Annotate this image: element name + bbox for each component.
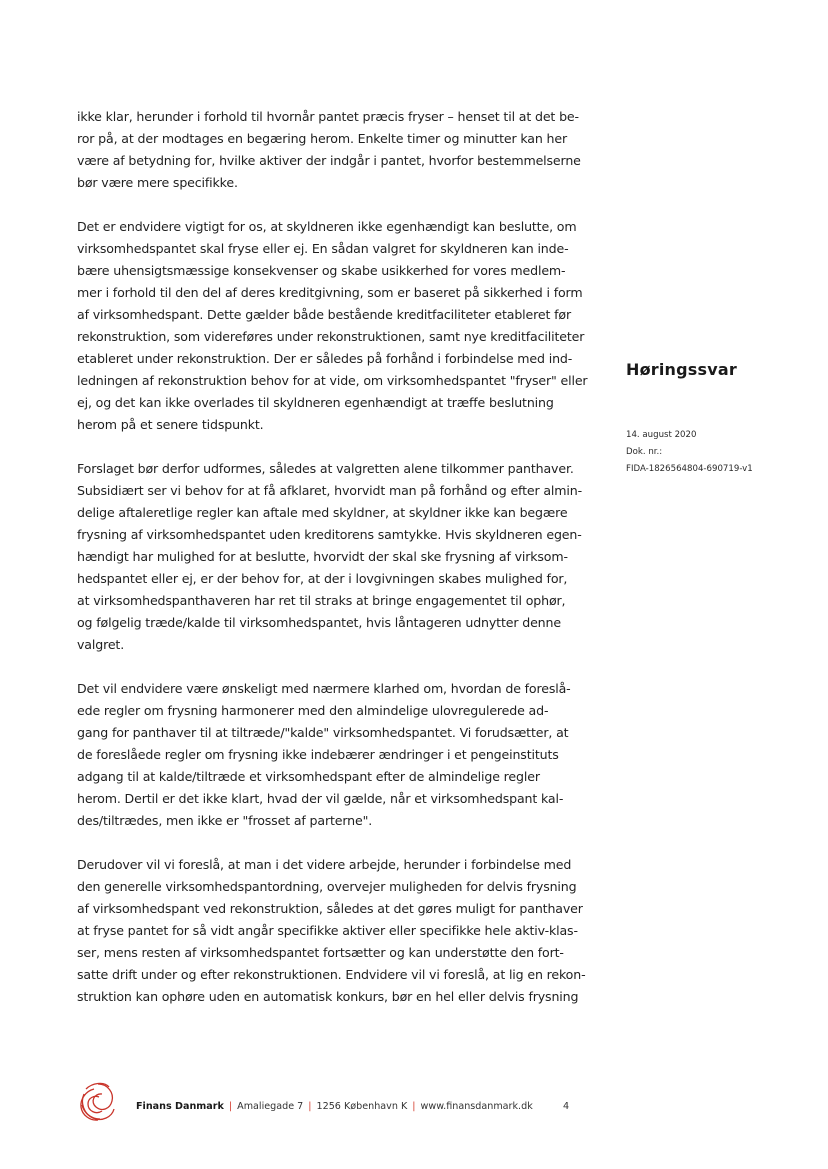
text-line: af virksomhedspant. Dette gælder både bestående kreditfaciliteter etableret før [77, 307, 571, 322]
text-line: af virksomhedspant ved rekonstruktion, således at det gøres muligt for panthaver [77, 901, 583, 916]
text-line: bære uhensigtsmæssige konsekvenser og skabe usikkerhed for vores medlem- [77, 263, 566, 278]
paragraph-2 [77, 216, 588, 436]
text-line: herom på et senere tidspunkt. [77, 417, 264, 432]
text-line: mer i forhold til den del af deres kreditgivning, som er baseret på sikkerhed i form [77, 285, 583, 300]
text-line: virksomhedspantet skal fryse eller ej. En sådan valgret for skyldneren kan inde- [77, 241, 569, 256]
text-line: gang for panthaver til at tiltræde/"kalde" virksomhedspantet. Vi forudsætter, at [77, 725, 569, 740]
text-line: de foreslåede regler om frysning ikke indebærer ændringer i et pengeinstituts [77, 747, 559, 762]
text-line: at fryse pantet for så vidt angår specifikke aktiver eller specifikke hele aktiv-klas- [77, 923, 578, 938]
text-line: være af betydning for, hvilke aktiver der indgår i pantet, hvorfor bestemmelserne [77, 153, 581, 168]
text-line: hedspantet eller ej, er der behov for, at der i lovgivningen skabes mulighed for, [77, 571, 568, 586]
text-line: herom. Dertil er det ikke klart, hvad der vil gælde, når et virksomhedspant kal- [77, 791, 564, 806]
footer-city: 1256 København K [316, 1101, 408, 1112]
text-line: delige aftaleretlige regler kan aftale med skyldner, at skyldner ikke kan begære [77, 505, 568, 520]
document-number: FIDA-1826564804-690719-v1 [626, 464, 753, 474]
paragraph-1 [77, 106, 581, 194]
document-type-heading: Høringssvar [626, 360, 737, 379]
text-line: Subsidiært ser vi behov for at få afklaret, hvorvidt man på forhånd og efter almin- [77, 483, 582, 498]
paragraph-5 [77, 854, 586, 1008]
footer-brand: Finans Danmark [136, 1101, 224, 1112]
paragraph-4 [77, 678, 573, 832]
text-line: og følgelig træde/kalde til virksomhedspantet, hvis låntageren udnytter denne [77, 615, 561, 630]
footer-contact-line [136, 1101, 533, 1112]
footer-separator: | [228, 1101, 233, 1112]
text-line: Det er endvidere vigtigt for os, at skyldneren ikke egenhændigt kan beslutte, om [77, 219, 577, 234]
text-line: frysning af virksomhedspantet uden kreditorens samtykke. Hvis skyldneren egen- [77, 527, 582, 542]
document-sidebar [626, 360, 816, 478]
footer-separator: | [412, 1101, 416, 1112]
text-line: den generelle virksomhedspantordning, overvejer muligheden for delvis frysning [77, 879, 577, 894]
text-line: rekonstruktion, som videreføres under rekonstruktionen, samt nye kreditfaciliteter [77, 329, 585, 344]
text-line: ror på, at der modtages en begæring herom. Enkelte timer og minutter kan her [77, 131, 567, 146]
letter-body [77, 106, 588, 1030]
footer-website-link[interactable]: www.finansdanmark.dk [420, 1101, 533, 1112]
text-line: at virksomhedspanthaveren har ret til straks at bringe engagementet til ophør, [77, 593, 566, 608]
document-date: 14. august 2020 [626, 430, 697, 440]
document-meta [626, 427, 816, 478]
text-line: ikke klar, herunder i forhold til hvornår pantet præcis fryser – henset til at det be- [77, 109, 579, 124]
document-number-label: Dok. nr.: [626, 447, 663, 457]
footer-address: Amaliegade 7 [237, 1101, 304, 1112]
paragraph-3 [77, 458, 582, 656]
text-line: etableret under rekonstruktion. Der er således på forhånd i forbindelse med ind- [77, 351, 573, 366]
text-line: Derudover vil vi foreslå, at man i det videre arbejde, herunder i forbindelse med [77, 857, 572, 872]
footer-separator: | [308, 1101, 312, 1112]
text-line: Det vil endvidere være ønskeligt med nærmere klarhed om, hvordan de foreslå- [77, 681, 571, 696]
text-line: ej, og det kan ikke overlades til skyldneren egenhændigt at træffe beslutning [77, 395, 554, 410]
text-line: adgang til at kalde/tiltræde et virksomhedspant efter de almindelige regler [77, 769, 540, 784]
text-line: bør være mere specifikke. [77, 175, 238, 190]
text-line: ede regler om frysning harmonerer med den almindelige ulovregulerede ad- [77, 703, 549, 718]
text-line: struktion kan ophøre uden en automatisk konkurs, bør en hel eller delvis frysning [77, 989, 579, 1004]
page-footer [78, 1081, 598, 1131]
text-line: ledningen af rekonstruktion behov for at vide, om virksomhedspantet "fryser" eller [77, 373, 588, 388]
finans-danmark-logo-icon [78, 1081, 118, 1123]
text-line: ser, mens resten af virksomhedspantet fortsætter og kan understøtte den fort- [77, 945, 564, 960]
text-line: Forslaget bør derfor udformes, således at valgretten alene tilkommer panthaver. [77, 461, 574, 476]
text-line: hændigt har mulighed for at beslutte, hvorvidt der skal ske frysning af virksom- [77, 549, 568, 564]
page-number: 4 [563, 1101, 570, 1112]
text-line: des/tiltrædes, men ikke er "frosset af parterne". [77, 813, 373, 828]
text-line: valgret. [77, 637, 125, 652]
text-line: satte drift under og efter rekonstruktionen. Endvidere vil vi foreslå, at lig en rekon- [77, 967, 586, 982]
